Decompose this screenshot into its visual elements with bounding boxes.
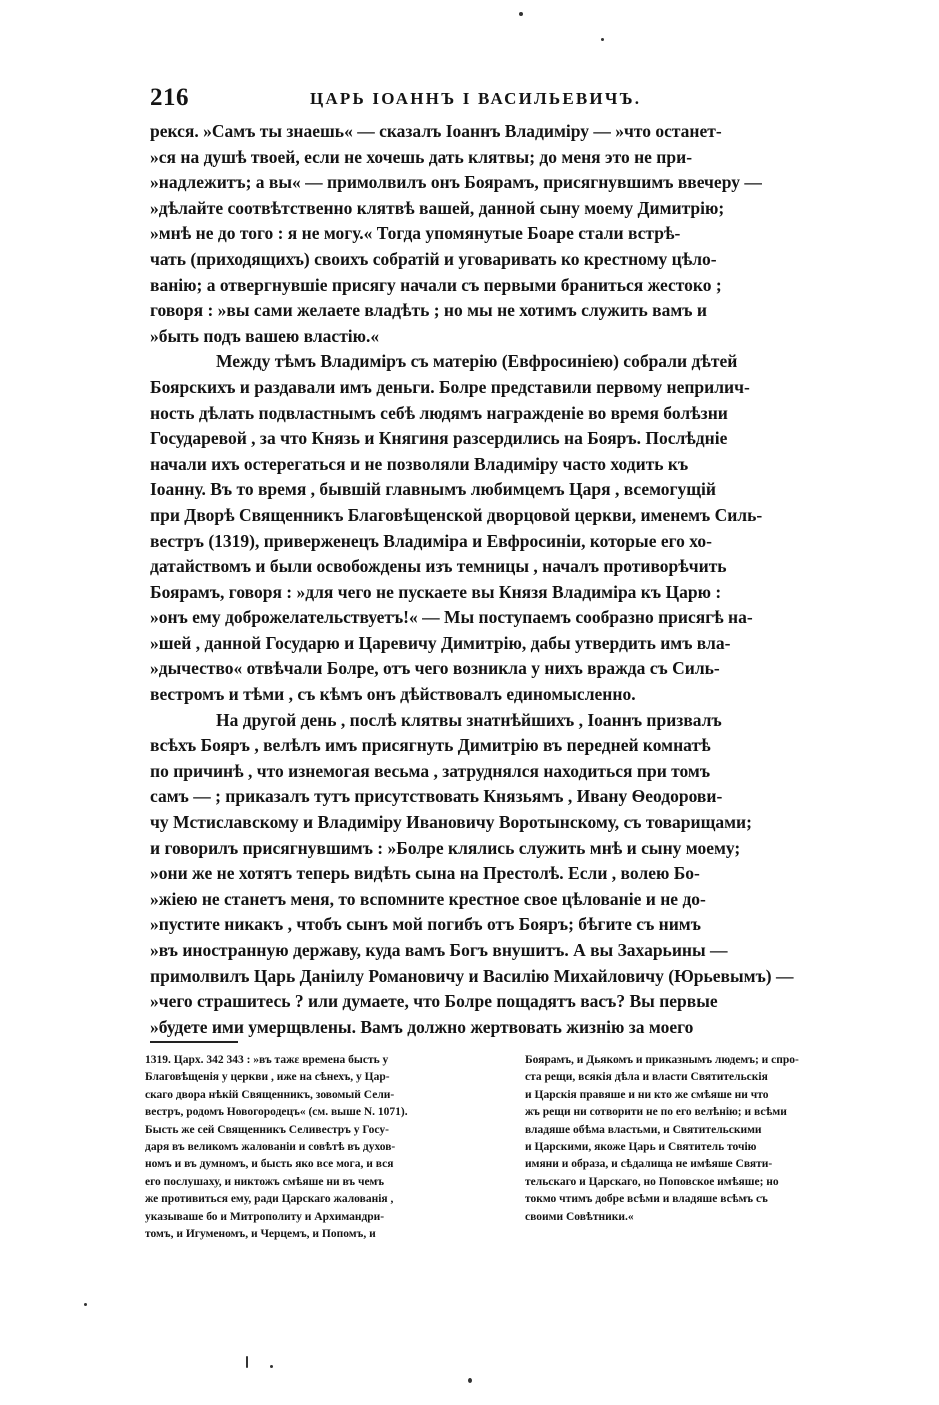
footnote-divider	[150, 1041, 238, 1043]
text-line: всѣхъ Бояръ , велѣлъ имъ присягнуть Димитрію въ передней комнатѣ	[150, 735, 711, 756]
footnote-line: токмо чтимъ добре всѣми и владяше всѣмъ съ	[525, 1193, 768, 1206]
body-text	[150, 119, 890, 1040]
footnote-line: скаго двора нѣкій Священникъ, зовомый Сели-	[145, 1088, 395, 1101]
text-line: ванію; а отвергнувшіе присягу начали съ первыми браниться жестоко ;	[150, 274, 722, 295]
scan-speck	[84, 1303, 87, 1306]
text-line: »въ иностранную державу, куда вамъ Богъ внушитъ. А вы Захарьины —	[150, 940, 728, 960]
footnote-line: владяше обѣма властьми, и Святительскими	[525, 1123, 762, 1136]
scan-speck	[601, 38, 604, 41]
running-title: ЦАРЬ ІОАННЪ І ВАСИЛЬЕВИЧЪ.	[310, 89, 642, 108]
text-line: »дычество« отвѣчали Болре, отъ чего возникла у нихъ вражда съ Силь-	[150, 658, 720, 679]
footnote-line: же противиться ему, ради Царскаго жалованія ,	[145, 1193, 394, 1206]
paragraph-first-line: На другой день , послѣ клятвы знатнѣйшихъ , Іоаннъ призвалъ	[216, 709, 722, 730]
page-number: 216	[150, 84, 189, 111]
text-line: самъ — ; приказалъ тутъ присутствовать Князьямъ , Ивану Ѳеодорови-	[150, 786, 723, 807]
text-line: »шей , данной Государю и Царевичу Димитрію, дабы утвердить имъ вла-	[150, 632, 731, 653]
text-line: »будете ими умерщвлены. Вамъ должно жертвовать жизнію за моего	[150, 1016, 694, 1037]
text-line: говоря : »вы сами желаете владѣть ; но мы не хотимъ служить вамъ и	[150, 300, 707, 321]
text-line: »они же не хотятъ теперь видѣть сына на Престолѣ. Если , волею Бо-	[150, 863, 700, 884]
text-line: начали ихъ остерегаться и не позволяли Владиміру часто ходить къ	[150, 453, 689, 474]
text-line: при Дворѣ Священникъ Благовѣщенской дворцовой церкви, именемъ Силь-	[150, 504, 763, 525]
footnote-line: своими Совѣтники.«	[525, 1210, 634, 1223]
text-line: Государевой , за что Князь и Княгиня разсердились на Бояръ. Послѣдніе	[150, 428, 728, 449]
text-line: »дѣлайте соотвѣтственно клятвѣ вашей, данной сыну моему Димитрію;	[150, 197, 725, 218]
text-line: Іоанну. Въ то время , бывшій главнымъ любимцемъ Царя , всемогущій	[150, 479, 716, 500]
text-line: датайствомъ и были освобождены изъ темницы , началъ противорѣчить	[150, 556, 727, 577]
footnote-line: тельскаго и Царскаго, но Поповское имѣяше; но	[525, 1175, 779, 1188]
text-line: вестръ (1319), приверженецъ Владиміра и Евфросиніи, которые его хо-	[150, 530, 712, 551]
text-line: »быть подъ вашею властію.«	[150, 325, 380, 346]
text-line: »жіею не станетъ меня, то вспомните крестное свое цѣлованіе и не до-	[150, 888, 706, 909]
text-line: »ся на душѣ твоей, если не хочешь дать клятвы; до меня это не при-	[150, 146, 693, 167]
text-line: »пустите никакъ , чтобъ сынъ мой погибъ отъ Бояръ; бѣгите съ нимъ	[150, 914, 701, 935]
footnote-line: жъ рещи ни сотворити не по его велѣнію; и всѣми	[525, 1106, 787, 1119]
footnote-line: и Царскими, якоже Царь и Святитель точію	[525, 1140, 757, 1153]
text-line: »чего страшитесь ? или думаете, что Болре пощадятъ васъ? Вы первые	[150, 991, 718, 1012]
footnote-line: имяни и образа, и сѣдалища не имѣяше Святи-	[525, 1158, 773, 1171]
scan-speck	[519, 12, 523, 16]
footnote-line: Благовѣщенія у церкви , иже на сѣнехъ, у Цар-	[145, 1071, 390, 1084]
page-header	[150, 84, 890, 118]
text-line: чу Мстиславскому и Владиміру Ивановичу Воротынскому, съ товарищами;	[150, 812, 752, 833]
text-line: Боярскихъ и раздавали имъ деньги. Болре представили первому неприлич-	[150, 376, 750, 397]
text-line: примолвилъ Царь Даніилу Романовичу и Василію Михайловичу (Юрьевымъ) —	[150, 965, 794, 986]
text-line: »мнѣ не до того : я не могу.« Тогда упомянутые Боаре стали встрѣ-	[150, 223, 681, 244]
text-line: »надлежитъ; а вы« — примолвилъ онъ Боярамъ, присягнувшимъ ввечеру —	[150, 172, 762, 193]
footnote-column-left	[145, 1052, 510, 1243]
footnote-line: его послушаху, и никтожъ смѣяше ни въ чемъ	[145, 1175, 385, 1188]
footnote-line: томъ, и Игуменомъ, и Черцемъ, и Попомъ, и	[145, 1227, 376, 1240]
footnote-line: вестръ, родомъ Новогородецъ« (см. выше N. 1071).	[145, 1106, 408, 1119]
footnote-line: даря въ великомъ жалованіи и совѣтѣ въ духов-	[145, 1140, 396, 1153]
text-line: Боярамъ, говоря : »для чего не пускаете вы Князя Владиміра къ Царю :	[150, 581, 722, 602]
footnote-line: 1319. Царх. 342 343 : »въ тажε времена бысть у	[145, 1054, 389, 1066]
text-line: чать (приходящихъ) своихъ собратій и уговаривать ко крестному цѣло-	[150, 248, 717, 269]
text-line: вестромъ и тѣми , съ кѣмъ онъ дѣйствовалъ единомысленно.	[150, 684, 636, 705]
text-line: рекся. »Самъ ты знаешь« — сказалъ Іоаннъ Владиміру — »что останет-	[150, 121, 722, 141]
text-line: ность дѣлать подвластнымъ себѣ людямъ награжденіе во время болѣзни	[150, 402, 728, 423]
footnote-line: номъ и въ думномъ, и бысть яко все мога, и вся	[145, 1158, 394, 1171]
text-line: по причинѣ , что изнемогая весьма , затруднялся находиться при томъ	[150, 760, 711, 781]
footnote-line: и Царскія правяше и ни кто же смѣяше ни что	[525, 1088, 769, 1101]
scan-speck	[246, 1356, 248, 1368]
paragraph-first-line: Между тѣмъ Владиміръ съ матерію (Евфросиніею) собрали дѣтей	[216, 351, 738, 372]
text-line: и говорилъ присягнувшимъ : »Болре клялись служить мнѣ и сыну моему;	[150, 837, 741, 858]
footnote-line: указываше бо и Митрополиту и Архимандри-	[145, 1210, 385, 1223]
scan-speck	[270, 1365, 273, 1368]
scan-speck	[468, 1378, 472, 1383]
footnote-line: ста рещи, всякія дѣла и власти Святительскія	[525, 1071, 768, 1084]
footnote-line: Бысть же сей Священникъ Селивестръ у Госу-	[145, 1123, 389, 1136]
text-line: »онъ ему доброжелательствуетъ!« — Мы поступаемъ сообразно присягѣ на-	[150, 607, 753, 628]
footnote-line: Боярамъ, и Дьякомъ и приказнымъ людемъ; и спро-	[525, 1054, 799, 1066]
footnote-column-right	[525, 1052, 885, 1226]
